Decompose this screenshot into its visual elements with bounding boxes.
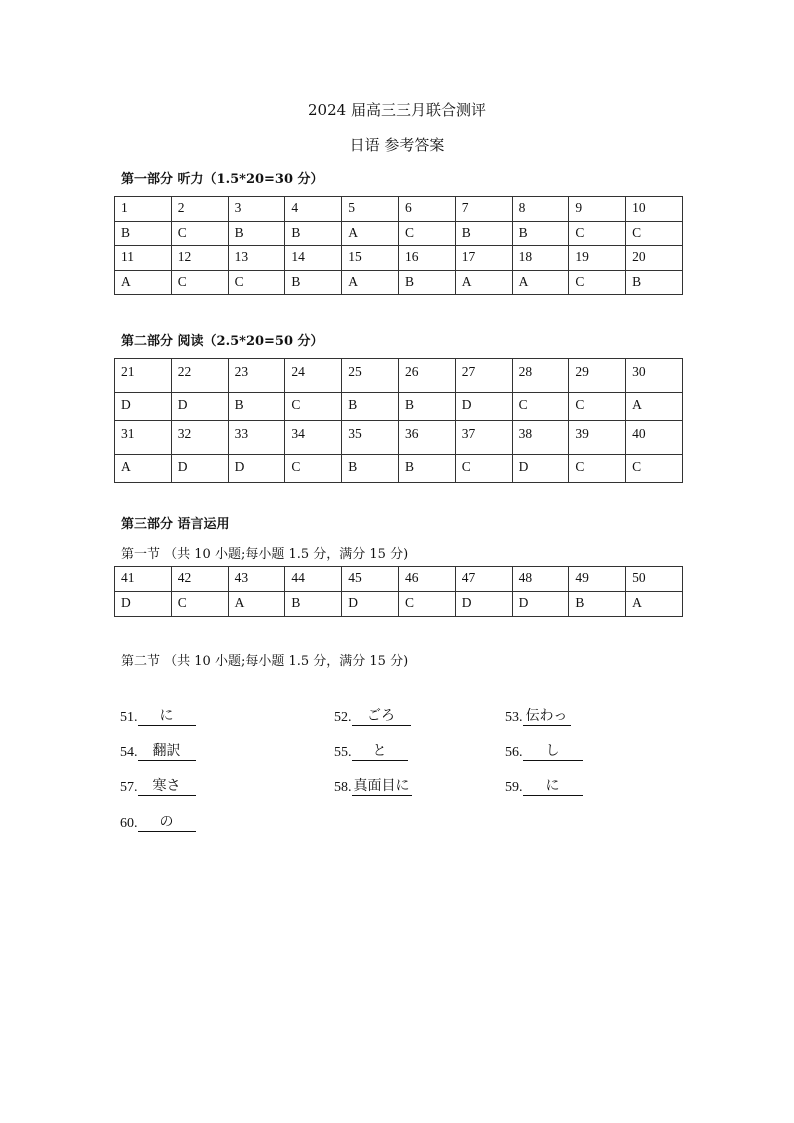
answer-row: [115, 221, 683, 246]
question-number-cell: 20: [626, 246, 683, 271]
answer-cell: C: [171, 270, 228, 295]
answer-cell: C: [228, 270, 285, 295]
question-number-cell: 3: [228, 197, 285, 222]
question-number-cell: 25: [342, 359, 399, 393]
question-number-cell: 23: [228, 359, 285, 393]
part1-answer-table: [114, 196, 683, 295]
question-number-cell: 26: [398, 359, 455, 393]
question-number-row: [115, 421, 683, 455]
answer-cell: C: [626, 455, 683, 483]
question-number-cell: 2: [171, 197, 228, 222]
answer-row: [115, 592, 683, 617]
answer-cell: C: [626, 221, 683, 246]
question-number-cell: 27: [455, 359, 512, 393]
answer-cell: D: [342, 592, 399, 617]
question-number-cell: 35: [342, 421, 399, 455]
question-number-cell: 29: [569, 359, 626, 393]
fill-in-answer: 翻訳: [138, 744, 196, 761]
question-number-cell: 19: [569, 246, 626, 271]
fill-in-item: [334, 776, 412, 796]
question-number-cell: 12: [171, 246, 228, 271]
answer-cell: A: [115, 270, 172, 295]
answer-cell: B: [398, 455, 455, 483]
fill-in-item: [505, 741, 583, 761]
question-number-cell: 34: [285, 421, 342, 455]
fill-in-number: 51.: [120, 710, 138, 725]
question-number-cell: 24: [285, 359, 342, 393]
fill-in-answer: ごろ: [352, 709, 411, 726]
question-number-cell: 15: [342, 246, 399, 271]
question-number-cell: 40: [626, 421, 683, 455]
answer-cell: C: [569, 455, 626, 483]
answer-cell: C: [512, 393, 569, 421]
answer-cell: A: [115, 455, 172, 483]
fill-in-number: 57.: [120, 780, 138, 795]
question-number-cell: 10: [626, 197, 683, 222]
answer-cell: B: [285, 221, 342, 246]
question-number-cell: 30: [626, 359, 683, 393]
answer-cell: C: [285, 455, 342, 483]
question-number-cell: 43: [228, 567, 285, 592]
answer-cell: C: [285, 393, 342, 421]
fill-in-answer: 伝わっ: [523, 709, 571, 726]
fill-in-answer: 寒さ: [138, 779, 196, 796]
answer-cell: C: [171, 592, 228, 617]
question-number-row: [115, 197, 683, 222]
answer-cell: A: [342, 270, 399, 295]
answer-cell: C: [569, 221, 626, 246]
question-number-cell: 9: [569, 197, 626, 222]
question-number-cell: 47: [455, 567, 512, 592]
question-number-cell: 31: [115, 421, 172, 455]
question-number-cell: 21: [115, 359, 172, 393]
fill-in-number: 52.: [334, 710, 352, 725]
question-number-cell: 33: [228, 421, 285, 455]
fill-in-item: [334, 706, 411, 726]
fill-in-item: [505, 706, 571, 726]
answer-cell: A: [455, 270, 512, 295]
question-number-cell: 39: [569, 421, 626, 455]
answer-cell: D: [115, 393, 172, 421]
question-number-cell: 37: [455, 421, 512, 455]
answer-cell: B: [455, 221, 512, 246]
part1-heading: 第一部分 听力（1.5*20=30 分）: [121, 172, 324, 187]
question-number-cell: 22: [171, 359, 228, 393]
answer-cell: B: [398, 393, 455, 421]
question-number-cell: 42: [171, 567, 228, 592]
question-number-cell: 16: [398, 246, 455, 271]
answer-cell: C: [455, 455, 512, 483]
fill-in-item: [505, 776, 583, 796]
fill-in-answer: と: [352, 744, 408, 761]
page-subtitle: 日语 参考答案: [349, 136, 445, 154]
answer-row: [115, 455, 683, 483]
part3-heading: 第三部分 语言运用: [121, 517, 230, 532]
answer-cell: B: [626, 270, 683, 295]
question-number-cell: 41: [115, 567, 172, 592]
fill-in-item: [120, 706, 196, 726]
question-number-cell: 45: [342, 567, 399, 592]
answer-cell: D: [115, 592, 172, 617]
page-title: 2024 届高三三月联合测评: [308, 101, 486, 119]
fill-in-number: 55.: [334, 745, 352, 760]
answer-cell: C: [569, 270, 626, 295]
question-number-row: [115, 246, 683, 271]
question-number-row: [115, 567, 683, 592]
answer-cell: C: [171, 221, 228, 246]
fill-in-number: 59.: [505, 780, 523, 795]
answer-cell: C: [398, 592, 455, 617]
fill-in-answer: の: [138, 815, 196, 832]
answer-cell: B: [512, 221, 569, 246]
answer-cell: B: [228, 221, 285, 246]
fill-in-answer: に: [138, 709, 196, 726]
answer-cell: B: [398, 270, 455, 295]
question-number-cell: 49: [569, 567, 626, 592]
answer-cell: D: [512, 455, 569, 483]
question-number-cell: 32: [171, 421, 228, 455]
question-number-cell: 8: [512, 197, 569, 222]
part2-answer-table: [114, 358, 683, 483]
question-number-cell: 6: [398, 197, 455, 222]
fill-in-number: 60.: [120, 816, 138, 831]
answer-cell: B: [115, 221, 172, 246]
fill-in-item: [120, 812, 196, 832]
answer-cell: B: [285, 270, 342, 295]
answer-cell: D: [455, 592, 512, 617]
fill-in-number: 54.: [120, 745, 138, 760]
question-number-cell: 46: [398, 567, 455, 592]
question-number-cell: 44: [285, 567, 342, 592]
answer-cell: A: [626, 592, 683, 617]
fill-in-item: [120, 741, 196, 761]
part3-section1-table: [114, 566, 683, 617]
answer-cell: B: [228, 393, 285, 421]
question-number-row: [115, 359, 683, 393]
question-number-cell: 38: [512, 421, 569, 455]
fill-in-answer: に: [523, 779, 583, 796]
answer-cell: D: [512, 592, 569, 617]
answer-cell: A: [342, 221, 399, 246]
question-number-cell: 48: [512, 567, 569, 592]
question-number-cell: 17: [455, 246, 512, 271]
question-number-cell: 4: [285, 197, 342, 222]
question-number-cell: 1: [115, 197, 172, 222]
question-number-cell: 13: [228, 246, 285, 271]
answer-row: [115, 393, 683, 421]
question-number-cell: 50: [626, 567, 683, 592]
fill-in-answer: し: [523, 744, 583, 761]
part3-section2-label: 第二节 （共 10 小题;每小题 1.5 分，满分 15 分): [121, 654, 409, 669]
answer-row: [115, 270, 683, 295]
question-number-cell: 14: [285, 246, 342, 271]
fill-in-item: [334, 741, 408, 761]
answer-cell: A: [228, 592, 285, 617]
part2-heading: 第二部分 阅读（2.5*20=50 分）: [121, 334, 324, 349]
question-number-cell: 36: [398, 421, 455, 455]
answer-cell: C: [569, 393, 626, 421]
answer-cell: D: [171, 393, 228, 421]
answer-cell: A: [512, 270, 569, 295]
fill-in-number: 56.: [505, 745, 523, 760]
answer-cell: A: [626, 393, 683, 421]
part3-section1-label: 第一节 （共 10 小题;每小题 1.5 分，满分 15 分): [121, 547, 409, 562]
question-number-cell: 5: [342, 197, 399, 222]
question-number-cell: 28: [512, 359, 569, 393]
answer-cell: B: [342, 455, 399, 483]
question-number-cell: 18: [512, 246, 569, 271]
answer-cell: B: [342, 393, 399, 421]
fill-in-number: 53.: [505, 710, 523, 725]
fill-in-answer: 真面目に: [353, 779, 410, 794]
answer-cell: B: [569, 592, 626, 617]
fill-in-item: [120, 776, 196, 796]
answer-cell: C: [398, 221, 455, 246]
answer-cell: B: [285, 592, 342, 617]
answer-cell: D: [455, 393, 512, 421]
answer-cell: D: [228, 455, 285, 483]
question-number-cell: 7: [455, 197, 512, 222]
question-number-cell: 11: [115, 246, 172, 271]
fill-in-number: 58.: [334, 780, 352, 795]
answer-cell: D: [171, 455, 228, 483]
